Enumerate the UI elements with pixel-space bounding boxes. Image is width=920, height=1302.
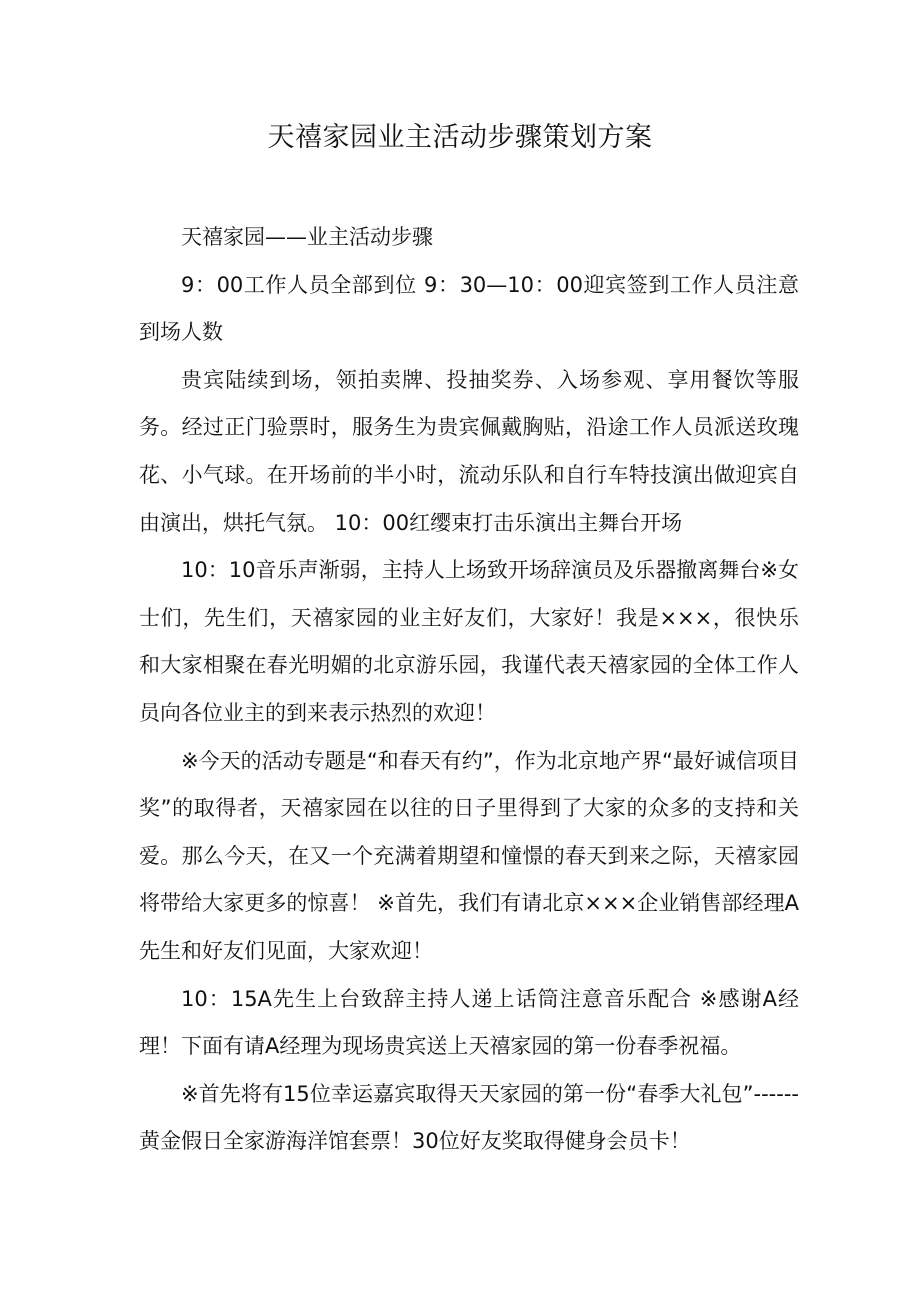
- paragraph: 10：10音乐声渐弱，主持人上场致开场辞演员及乐器撤离舞台※女士们，先生们，天禧家园的业主好友们，大家好！我是×××，很快乐和大家相聚在春光明媚的北京游乐园，我谨代表天禧家园的全体工作人员向各位业主的到来表示热烈的欢迎！: [139, 558, 799, 725]
- paragraph: ※首先将有15位幸运嘉宾取得天天家园的第一份“春季大礼包”------黄金假日全家游海洋馆套票！30位好友奖取得健身会员卡！: [139, 1081, 799, 1154]
- document-body: [139, 214, 799, 1166]
- paragraph: 9：00工作人员全部到位 9：30—10：00迎宾签到工作人员注意到场人数: [139, 272, 799, 345]
- paragraph: ※今天的活动专题是“和春天有约”，作为北京地产界“最好诚信项目奖”的取得者，天禧家园在以往的日子里得到了大家的众多的支持和关爱。那么今天，在又一个充满着期望和憧憬的春天到来之际，天禧家园将带给大家更多的惊喜！ ※首先，我们有请北京×××企业销售部经理A先生和好友们见面，大家欢迎！: [139, 748, 799, 963]
- document-title: 天禧家园业主活动步骤策划方案: [267, 122, 653, 153]
- paragraph: 贵宾陆续到场，领拍卖牌、投抽奖券、入场参观、享用餐饮等服务。经过正门验票时，服务生为贵宾佩戴胸贴，沿途工作人员派送玫瑰花、小气球。在开场前的半小时，流动乐队和自行车特技演出做迎宾自由演出，烘托气氛。 10：00红缨束打击乐演出主舞台开场: [139, 367, 799, 535]
- paragraph: 10：15A先生上台致辞主持人递上话筒注意音乐配合 ※感谢A经理！下面有请A经理为现场贵宾送上天禧家园的第一份春季祝福。: [139, 986, 799, 1059]
- paragraph: 天禧家园——业主活动步骤: [181, 225, 433, 249]
